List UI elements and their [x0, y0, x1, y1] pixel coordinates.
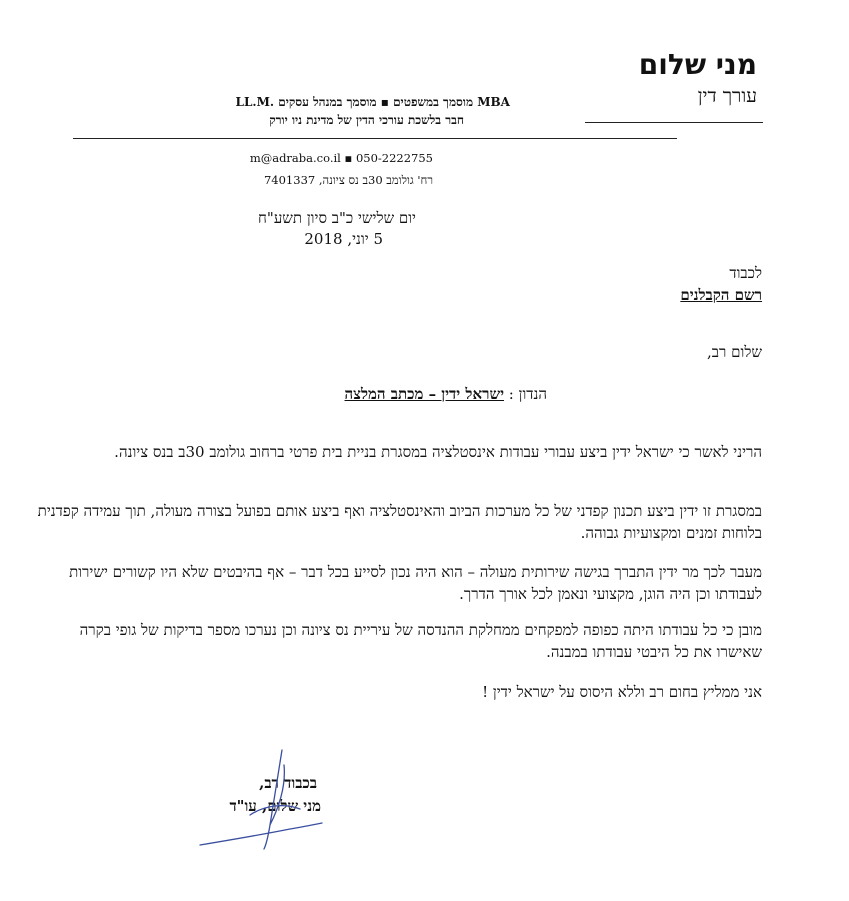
- handwritten-signature: [190, 745, 330, 855]
- body-paragraph-2: במסגרת זו ידין ביצע תכנון קפדני של כל מערכות הביוב והאינסטלציה ואף ביצע אותם בפועל בצורה מעולה, תוך עמידה קפדנית בלוחות זמנים ומקצועיות גבוהה.: [37, 502, 762, 542]
- letterhead-contact-2: רח' גולומב 30ב נס ציונה, 7401337: [263, 173, 433, 187]
- body-paragraph-1: הריני לאשר כי ישראל ידין ביצע עבורי עבודות אינסטלציה במסגרת בניית בית פרטי ברחוב גולומב 30ב בנס ציונה.: [114, 443, 762, 461]
- subject-line: [345, 385, 547, 404]
- subject-label: הנדון :: [508, 385, 547, 403]
- letterhead-divider-long: [73, 138, 677, 139]
- date-hebrew: יום שלישי כ"ב סיון תשע"ח: [258, 209, 416, 227]
- letterhead-divider-short: [585, 122, 763, 123]
- signature-stroke: [200, 750, 322, 849]
- letterhead-credentials-1: LL.M. מוסמך במשפטים ▪ מוסמך במנהל עסקים MBA: [235, 95, 510, 109]
- subject-value: ישראל ידין – מכתב המלצה: [344, 385, 505, 403]
- date-gregorian: 5 יוני, 2018: [304, 230, 383, 248]
- recipient-label: לכבוד: [729, 264, 762, 282]
- letterhead-contact-1: m@adraba.co.il ▪ 050-2222755: [249, 151, 433, 165]
- recipient-name: רשם הקבלנים: [680, 286, 762, 304]
- body-paragraph-3: מעבר לכך מר ידין התברך בגישה שירותית מעולה – הוא היה נכון לסייע בכל דבר – אף בהיבטים שלא היו קשורים ישירות לעבודתו וכן היה הוגן, מקצועי ונאמן לכל אורך הדרך.: [69, 563, 762, 603]
- closing-line-1: בכבוד רב,: [259, 774, 317, 792]
- letterhead-name: מני שלום: [638, 48, 757, 81]
- letterhead-title: עורך דין: [697, 85, 757, 107]
- body-paragraph-5: אני ממליץ בחום רב וללא היסוס על ישראל ידין !: [482, 683, 762, 701]
- closing-line-2: מני שלום, עו"ד: [229, 797, 321, 815]
- letterhead-credentials-2: חבר בלשכת עורכי הדין של מדינת ניו יורק: [269, 113, 464, 127]
- body-paragraph-4: מובן כי כל עבודתו היתה כפופה למפקחים ממחלקת ההנדסה של עיריית נס ציונה וכן נערכו מספר בדיקות של גופי בקרה שאישרו את כל היבטי עבודתו במבנה.: [79, 621, 762, 661]
- greeting: שלום רב,: [707, 343, 762, 361]
